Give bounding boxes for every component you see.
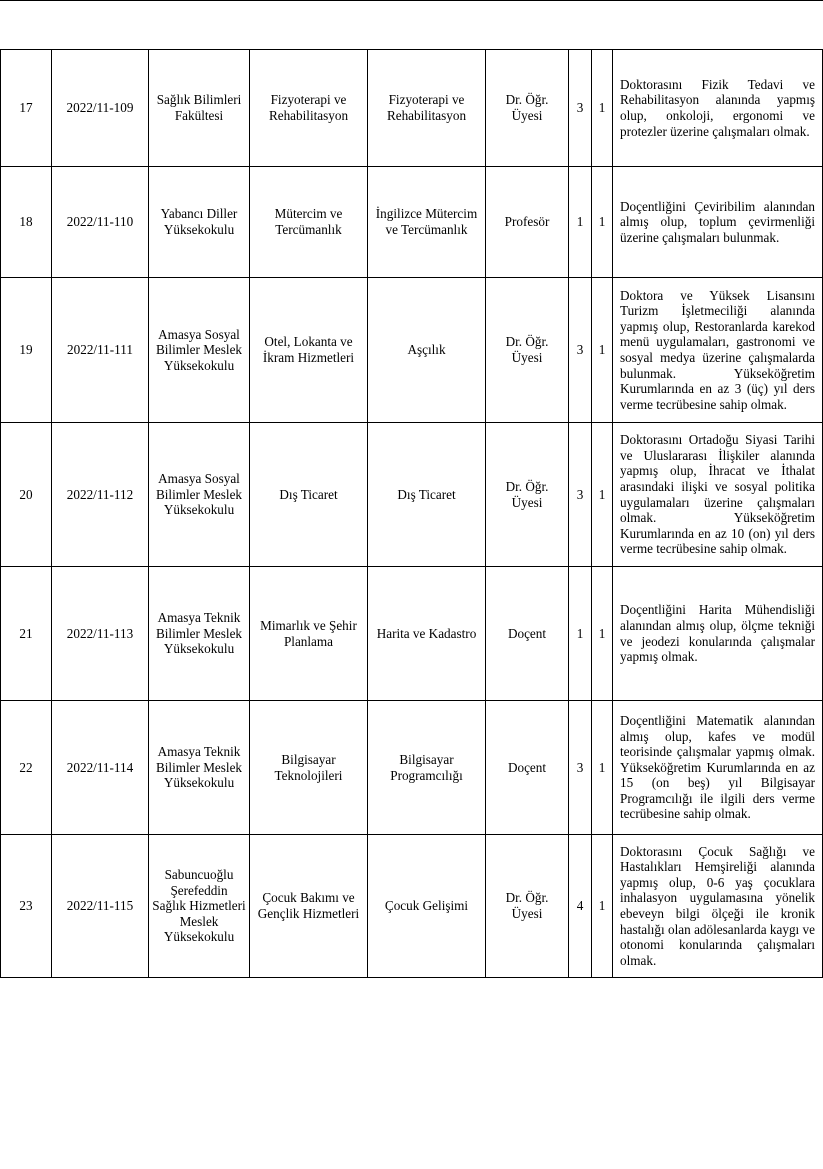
position-count: 1 (592, 167, 613, 278)
posting-number: 2022/11-112 (52, 423, 149, 567)
department: Mimarlık ve Şehir Planlama (250, 567, 368, 701)
page-top-rule (0, 0, 823, 1)
requirements: Doktora ve Yüksek Lisansını Turizm İşletmeciliği alanında yapmış olup, Restoranlarda karekod menü uygulamaları, gastronomi ve sosyal medya üzerine çalışmalarda bulunmak. Yükseköğretim Kurumlarında en az 3 (üç) yıl ders verme tecrübesine sahip olmak. (613, 278, 823, 423)
posting-number: 2022/11-110 (52, 167, 149, 278)
posting-number: 2022/11-109 (52, 50, 149, 167)
sub-department: İngilizce Mütercim ve Tercümanlık (368, 167, 486, 278)
row-number: 21 (1, 567, 52, 701)
requirements: Doktorasını Ortadoğu Siyasi Tarihi ve Uluslararası İlişkiler alanında yapmış olup, İhracat ve İthalat arasındaki ilişki ve sosyal politika uygulamaları üzerine çalışmaları olmak. Yükseköğretim Kurumlarında en az 10 (on) yıl ders verme tecrübesine sahip olmak. (613, 423, 823, 567)
faculty-unit: Amasya Teknik Bilimler Meslek Yüksekokulu (149, 701, 250, 835)
posting-number: 2022/11-115 (52, 835, 149, 978)
department: Otel, Lokanta ve İkram Hizmetleri (250, 278, 368, 423)
faculty-unit: Sabuncuoğlu Şerefeddin Sağlık Hizmetleri Meslek Yüksekokulu (149, 835, 250, 978)
posting-number: 2022/11-111 (52, 278, 149, 423)
faculty-unit: Sağlık Bilimleri Fakültesi (149, 50, 250, 167)
posting-number: 2022/11-114 (52, 701, 149, 835)
table-row (1, 567, 823, 701)
position-count: 1 (592, 278, 613, 423)
position-count: 1 (592, 835, 613, 978)
academic-title: Doçent (486, 701, 569, 835)
degree: 1 (569, 567, 592, 701)
academic-title: Dr. Öğr. Üyesi (486, 278, 569, 423)
degree: 3 (569, 701, 592, 835)
requirements: Doçentliğini Harita Mühendisliği alanından almış olup, ölçme tekniği ve jeodezi konularında çalışmalar yapmış olmak. (613, 567, 823, 701)
requirements: Doktorasını Çocuk Sağlığı ve Hastalıkları Hemşireliği alanında yapmış olup, 0-6 yaş çocuklara inhalasyon uygulamasına yönelik ebeveyn bilgi ölçeği ile kronik hastalığı olan adölesanlarda kaygı ve otonomi konularında çalışmaları olmak. (613, 835, 823, 978)
requirements: Doktorasını Fizik Tedavi ve Rehabilitasyon alanında yapmış olup, onkoloji, ergonomi ve protezler üzerine çalışmaları olmak. (613, 50, 823, 167)
sub-department: Bilgisayar Programcılığı (368, 701, 486, 835)
table-row (1, 423, 823, 567)
faculty-unit: Amasya Teknik Bilimler Meslek Yüksekokulu (149, 567, 250, 701)
table-row (1, 278, 823, 423)
row-number: 18 (1, 167, 52, 278)
table-row (1, 835, 823, 978)
academic-title: Dr. Öğr. Üyesi (486, 50, 569, 167)
academic-title: Dr. Öğr. Üyesi (486, 835, 569, 978)
faculty-unit: Yabancı Diller Yüksekokulu (149, 167, 250, 278)
degree: 4 (569, 835, 592, 978)
table-row (1, 701, 823, 835)
sub-department: Fizyoterapi ve Rehabilitasyon (368, 50, 486, 167)
requirements: Doçentliğini Çeviribilim alanından almış olup, toplum çevirmenliği üzerine çalışmaları bulunmak. (613, 167, 823, 278)
posting-number: 2022/11-113 (52, 567, 149, 701)
department: Fizyoterapi ve Rehabilitasyon (250, 50, 368, 167)
row-number: 17 (1, 50, 52, 167)
academic-title: Profesör (486, 167, 569, 278)
sub-department: Çocuk Gelişimi (368, 835, 486, 978)
requirements: Doçentliğini Matematik alanından almış olup, kafes ve modül teorisinde çalışmalar yapmış olmak. Yükseköğretim Kurumlarında en az 15 (on beş) yıl Bilgisayar Programcılığı ile ilgili ders verme tecrübesine sahip olmak. (613, 701, 823, 835)
position-listing-table (0, 49, 823, 978)
department: Çocuk Bakımı ve Gençlik Hizmetleri (250, 835, 368, 978)
position-count: 1 (592, 423, 613, 567)
department: Mütercim ve Tercümanlık (250, 167, 368, 278)
degree: 3 (569, 278, 592, 423)
degree: 3 (569, 50, 592, 167)
academic-title: Dr. Öğr. Üyesi (486, 423, 569, 567)
position-count: 1 (592, 567, 613, 701)
position-count: 1 (592, 50, 613, 167)
degree: 3 (569, 423, 592, 567)
faculty-unit: Amasya Sosyal Bilimler Meslek Yüksekokulu (149, 423, 250, 567)
department: Dış Ticaret (250, 423, 368, 567)
faculty-unit: Amasya Sosyal Bilimler Meslek Yüksekokulu (149, 278, 250, 423)
row-number: 20 (1, 423, 52, 567)
sub-department: Aşçılık (368, 278, 486, 423)
row-number: 19 (1, 278, 52, 423)
table-row (1, 167, 823, 278)
position-count: 1 (592, 701, 613, 835)
row-number: 23 (1, 835, 52, 978)
degree: 1 (569, 167, 592, 278)
table-row (1, 50, 823, 167)
sub-department: Harita ve Kadastro (368, 567, 486, 701)
row-number: 22 (1, 701, 52, 835)
sub-department: Dış Ticaret (368, 423, 486, 567)
department: Bilgisayar Teknolojileri (250, 701, 368, 835)
academic-title: Doçent (486, 567, 569, 701)
